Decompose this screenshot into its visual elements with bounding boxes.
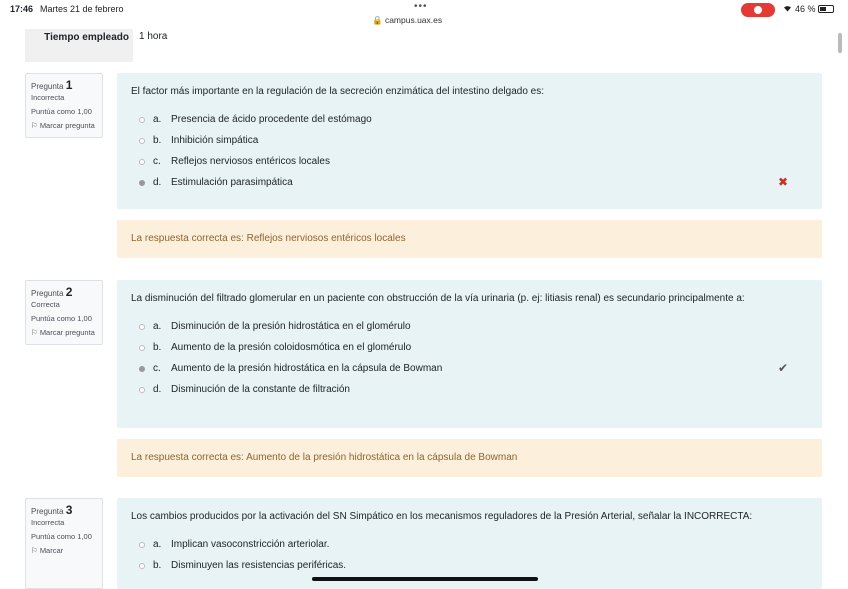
question-state: Correcta — [31, 300, 60, 309]
option-letter: a. — [153, 539, 162, 550]
question-label: Pregunta — [31, 289, 64, 298]
flag-icon: ⚐ — [31, 328, 40, 337]
option-letter: a. — [153, 321, 162, 332]
incorrect-icon: ✖ — [777, 175, 788, 189]
radio-button[interactable] — [139, 324, 145, 330]
option-text: Disminuyen las resistencias periféricas. — [171, 560, 347, 571]
question-score: Puntúa como 1,00 — [31, 107, 92, 116]
question-number: 3 — [65, 503, 73, 517]
option-letter: d. — [153, 177, 162, 188]
answer-option[interactable] — [131, 109, 808, 130]
flag-question-link[interactable] — [31, 120, 97, 131]
screen-record-icon[interactable] — [741, 3, 775, 17]
answer-option[interactable] — [131, 151, 808, 172]
question-info-2 — [25, 280, 103, 345]
clock: 17:46 — [10, 4, 34, 14]
option-letter: a. — [153, 114, 162, 125]
question-state: Incorrecta — [31, 93, 65, 102]
option-text: Disminución de la presión hidrostática en el glomérulo — [171, 321, 411, 332]
wifi-icon — [782, 3, 793, 14]
answer-option[interactable] — [131, 555, 808, 576]
question-text: La disminución del filtrado glomerular en un paciente con obstrucción de la vía urinaria (p. ej: litiasis renal) es secundario principalmente a: — [131, 293, 745, 304]
home-indicator[interactable] — [312, 577, 538, 581]
question-text: El factor más importante en la regulación de la secreción enzimática del intestino delgado es: — [131, 86, 545, 97]
question-score: Puntúa como 1,00 — [31, 532, 92, 541]
question-content-1 — [117, 73, 822, 209]
option-text: Aumento de la presión coloidosmótica en el glomérulo — [171, 342, 412, 353]
question-number: 2 — [65, 285, 73, 299]
option-letter: d. — [153, 384, 162, 395]
question-label: Pregunta — [31, 82, 64, 91]
battery-percentage: 46 % — [795, 4, 816, 14]
question-info-1 — [25, 73, 103, 138]
scrollbar[interactable] — [838, 33, 842, 53]
answer-option[interactable] — [131, 130, 808, 151]
question-state: Incorrecta — [31, 518, 65, 527]
option-letter: c. — [153, 363, 161, 374]
option-text: Estimulación parasimpática — [171, 177, 293, 188]
date: Martes 21 de febrero — [40, 4, 124, 14]
option-text: Disminución de la constante de filtración — [171, 384, 350, 395]
option-text: Inhibición simpática — [171, 135, 259, 146]
correct-answer-feedback-1: La respuesta correcta es: Reflejos nerviosos entéricos locales — [117, 220, 822, 258]
flag-label: Marcar pregunta — [39, 328, 95, 337]
address-bar-url[interactable]: 🔒 campus.uax.es — [372, 15, 443, 25]
battery-icon — [818, 5, 834, 13]
answer-options — [131, 534, 808, 576]
radio-button[interactable] — [139, 138, 145, 144]
correct-answer-feedback-2: La respuesta correcta es: Aumento de la presión hidrostática en la cápsula de Bowman — [117, 439, 822, 477]
option-letter: b. — [153, 560, 162, 571]
radio-button[interactable] — [139, 345, 145, 351]
radio-button-selected[interactable] — [139, 180, 145, 186]
flag-icon: ⚐ — [31, 121, 40, 130]
question-content-3 — [117, 498, 822, 589]
flag-label: Marcar pregunta — [39, 121, 95, 130]
attempt-summary-row — [25, 29, 822, 62]
correct-check-icon: ✔ — [777, 361, 788, 375]
option-text: Reflejos nerviosos entéricos locales — [171, 156, 330, 167]
answer-option[interactable] — [131, 534, 808, 555]
answer-option[interactable] — [131, 379, 808, 400]
question-text: Los cambios producidos por la activación del SN Simpático en los mecanismos reguladores de la Presión Arterial, señalar la INCORRECTA: — [131, 511, 753, 522]
answer-option[interactable] — [131, 316, 808, 337]
answer-option-selected[interactable] — [131, 358, 808, 379]
question-score: Puntúa como 1,00 — [31, 314, 92, 323]
radio-button[interactable] — [139, 542, 145, 548]
answer-option[interactable] — [131, 337, 808, 358]
option-text: Aumento de la presión hidrostática en la cápsula de Bowman — [171, 363, 443, 374]
radio-button-selected[interactable] — [139, 366, 145, 372]
flag-question-link[interactable] — [31, 545, 97, 556]
answer-options — [131, 109, 808, 193]
question-content-2 — [117, 280, 822, 428]
option-text: Implican vasoconstricción arteriolar. — [171, 539, 330, 550]
question-label: Pregunta — [31, 507, 64, 516]
ios-status-bar — [0, 0, 848, 28]
option-letter: b. — [153, 135, 162, 146]
question-number: 1 — [65, 78, 73, 92]
answer-option-selected[interactable] — [131, 172, 808, 193]
option-letter: c. — [153, 156, 161, 167]
radio-button[interactable] — [139, 387, 145, 393]
flag-label: Marcar — [39, 546, 64, 555]
question-info-3 — [25, 498, 103, 589]
flag-icon: ⚐ — [31, 546, 40, 555]
option-text: Presencia de ácido procedente del estómago — [171, 114, 372, 125]
radio-button[interactable] — [139, 159, 145, 165]
answer-options — [131, 316, 808, 400]
time-spent-label: Tiempo empleado — [25, 29, 133, 62]
radio-button[interactable] — [139, 563, 145, 569]
more-dots-icon[interactable]: ••• — [414, 1, 428, 12]
time-spent-value: 1 hora — [139, 31, 168, 42]
flag-question-link[interactable] — [31, 327, 97, 338]
option-letter: b. — [153, 342, 162, 353]
radio-button[interactable] — [139, 117, 145, 123]
